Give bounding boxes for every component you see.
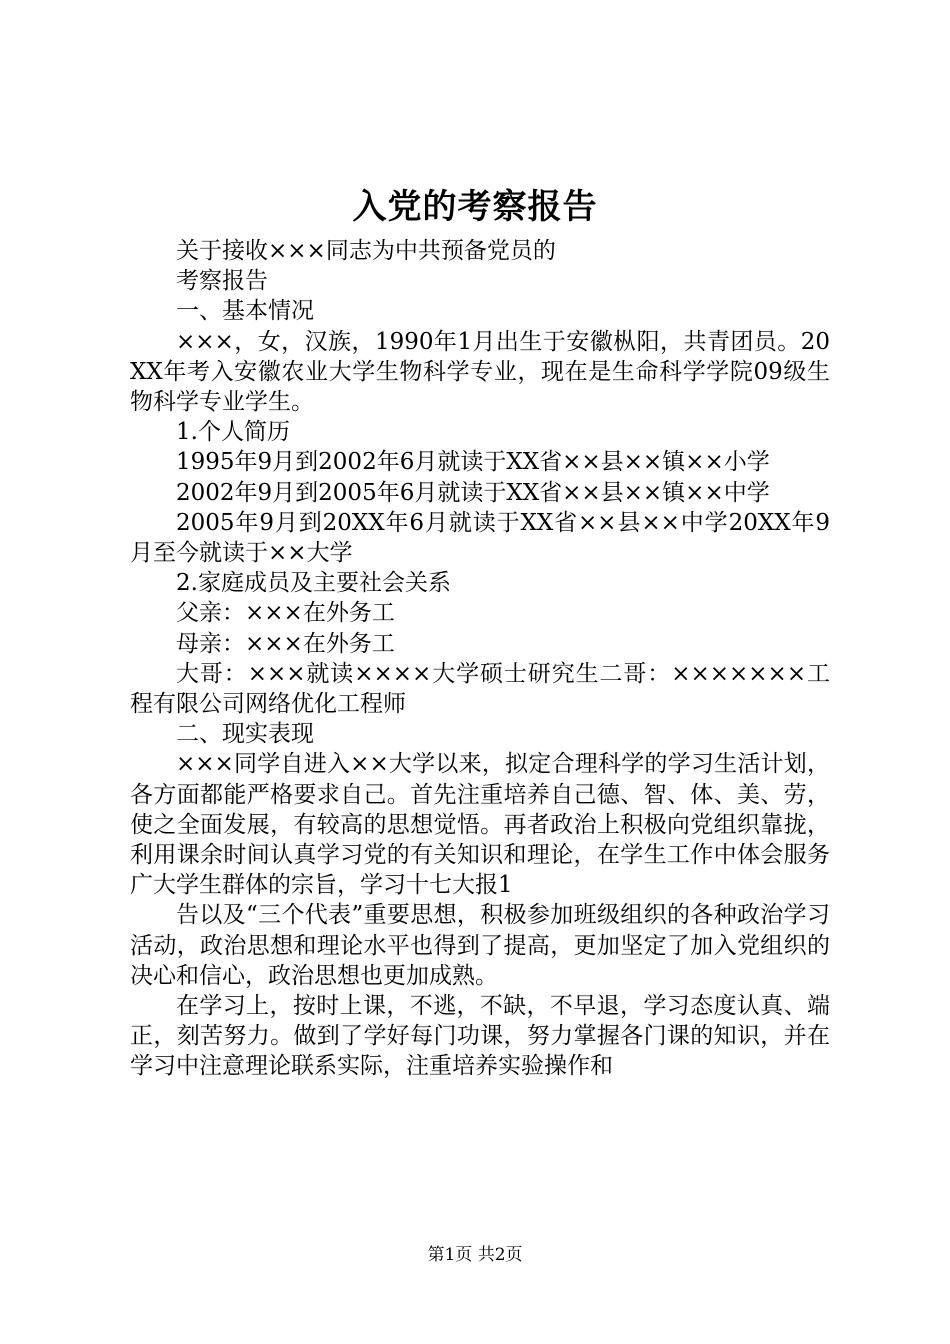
resume-item-middle: 2002年9月到2005年6月就读于XX省××县××镇××中学 — [176, 479, 770, 506]
document-title: 入党的考察报告 — [352, 187, 598, 227]
resume-item-high-university: 2005年9月到20XX年6月就读于XX省××县××中学20XX年9月至今就读于××大学 — [130, 509, 830, 567]
subheading-family: 2.家庭成员及主要社会关系 — [176, 570, 451, 597]
paragraph-heading-line-2: 考察报告 — [176, 268, 268, 295]
paragraph-basic-info: ×××，女，汉族，1990年1月出生于安徽枞阳，共青团员。20XX年考入安徽农业大学生物科学专业，现在是生命科学学院09级生物科学专业学生。 — [130, 328, 830, 416]
resume-item-primary: 1995年9月到2002年6月就读于XX省××县××镇××小学 — [176, 449, 770, 476]
family-brothers: 大哥：×××就读××××大学硕士研究生二哥：×××××××工程有限公司网络优化工程师 — [130, 660, 830, 718]
family-father: 父亲：×××在外务工 — [176, 600, 395, 627]
document-body — [130, 236, 830, 1082]
paragraph-performance-1: ×××同学自进入××大学以来，拟定合理科学的学习生活计划，各方面都能严格要求自己。首先注重培养自己德、智、体、美、劳，使之全面发展，有较高的思想觉悟。再者政治上积极向党组织靠拢，利用课余时间认真学习党的有关知识和理论，在学生工作中体会服务广大学生群体的宗旨，学习十七大报1 — [130, 751, 830, 899]
subheading-resume: 1.个人简历 — [176, 419, 290, 446]
section-heading-basic-info: 一、基本情况 — [176, 298, 314, 325]
paragraph-study: 在学习上，按时上课，不逃，不缺，不早退，学习态度认真、端正，刻苦努力。做到了学好每门功课，努力掌握各门课的知识，并在学习中注意理论联系实际，注重培养实验操作和 — [130, 993, 830, 1080]
paragraph-performance-2: 告以及“三个代表”重要思想，积极参加班级组织的各种政治学习活动，政治思想和理论水平也得到了提高，更加坚定了加入党组织的决心和信心，政治思想也更加成熟。 — [130, 902, 830, 989]
paragraph-heading-line-1: 关于接收×××同志为中共预备党员的 — [176, 238, 556, 264]
page-footer: 第1页 共2页 — [427, 1245, 523, 1265]
family-mother: 母亲：×××在外务工 — [176, 630, 395, 657]
section-heading-performance: 二、现实表现 — [176, 721, 314, 748]
